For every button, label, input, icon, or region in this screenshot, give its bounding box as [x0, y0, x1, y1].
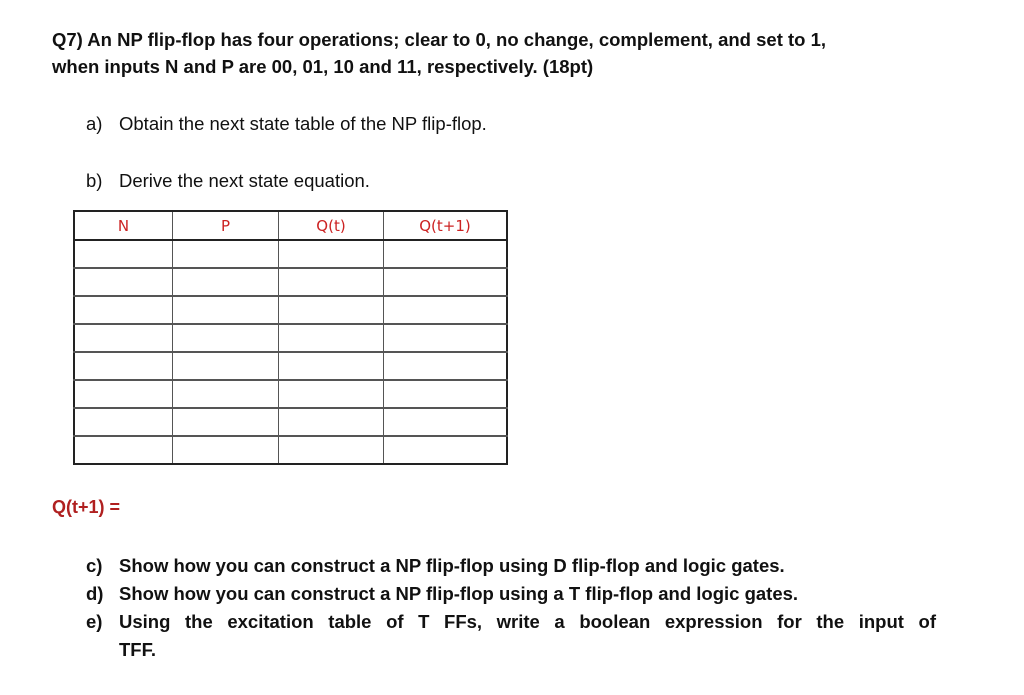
- part-d-label: d): [86, 583, 104, 604]
- cell-n: [74, 240, 173, 268]
- header-qt: Q(t): [279, 211, 384, 240]
- cell-n: [74, 268, 173, 296]
- table-row: [74, 352, 507, 380]
- table-body: [74, 240, 507, 464]
- cell-n: [74, 436, 173, 464]
- part-e-label: e): [86, 611, 103, 632]
- table-row: [74, 380, 507, 408]
- part-e-text: [119, 608, 936, 664]
- cell-p: [173, 240, 279, 268]
- question-line-1: Q7) An NP flip-flop has four operations; clear to 0, no change, complement, and set to 1,: [52, 29, 827, 50]
- subquestion-b-text: Derive the next state equation.: [119, 170, 370, 191]
- cell-qt1: [384, 268, 508, 296]
- header-p: P: [173, 211, 279, 240]
- part-c: [86, 552, 936, 580]
- part-e-line-2: TFF.: [119, 639, 156, 660]
- cell-n: [74, 408, 173, 436]
- cell-qt1: [384, 380, 508, 408]
- subquestion-a-label: a): [86, 113, 103, 134]
- subquestion-a: [86, 112, 487, 136]
- parts-list: [86, 552, 936, 664]
- part-c-text: Show how you can construct a NP flip-flop using D flip-flop and logic gates.: [119, 555, 785, 576]
- cell-qt1: [384, 324, 508, 352]
- table-row: [74, 408, 507, 436]
- part-d-text: Show how you can construct a NP flip-flop using a T flip-flop and logic gates.: [119, 583, 799, 604]
- cell-n: [74, 296, 173, 324]
- part-c-label: c): [86, 555, 103, 576]
- cell-p: [173, 380, 279, 408]
- cell-qt: [279, 296, 384, 324]
- cell-p: [173, 268, 279, 296]
- cell-qt1: [384, 296, 508, 324]
- question-header: [52, 26, 982, 80]
- table-row: [74, 436, 507, 464]
- cell-n: [74, 380, 173, 408]
- next-state-table: [73, 210, 508, 465]
- subquestion-b: [86, 169, 370, 193]
- cell-p: [173, 324, 279, 352]
- table-row: [74, 296, 507, 324]
- cell-p: [173, 296, 279, 324]
- question-line-2: when inputs N and P are 00, 01, 10 and 11, respectively. (18pt): [52, 56, 594, 77]
- cell-p: [173, 436, 279, 464]
- cell-p: [173, 352, 279, 380]
- cell-qt: [279, 380, 384, 408]
- cell-p: [173, 408, 279, 436]
- table-row: [74, 268, 507, 296]
- cell-qt1: [384, 240, 508, 268]
- table-row: [74, 240, 507, 268]
- cell-qt: [279, 408, 384, 436]
- part-e: [86, 608, 936, 664]
- cell-qt1: [384, 436, 508, 464]
- subquestion-b-label: b): [86, 170, 103, 191]
- cell-qt: [279, 324, 384, 352]
- subquestion-a-text: Obtain the next state table of the NP flip-flop.: [119, 113, 487, 134]
- cell-qt: [279, 352, 384, 380]
- cell-n: [74, 324, 173, 352]
- table-header-row: [74, 211, 507, 240]
- next-state-equation-label: Q(t+1) =: [52, 497, 121, 517]
- header-qt1: Q(t+1): [384, 211, 508, 240]
- cell-n: [74, 352, 173, 380]
- table-row: [74, 324, 507, 352]
- header-n: N: [74, 211, 173, 240]
- cell-qt1: [384, 408, 508, 436]
- part-d: [86, 580, 936, 608]
- cell-qt: [279, 268, 384, 296]
- cell-qt1: [384, 352, 508, 380]
- cell-qt: [279, 240, 384, 268]
- part-e-line-1: Using the excitation table of T FFs, write a boolean expression for the input of: [119, 611, 936, 632]
- cell-qt: [279, 436, 384, 464]
